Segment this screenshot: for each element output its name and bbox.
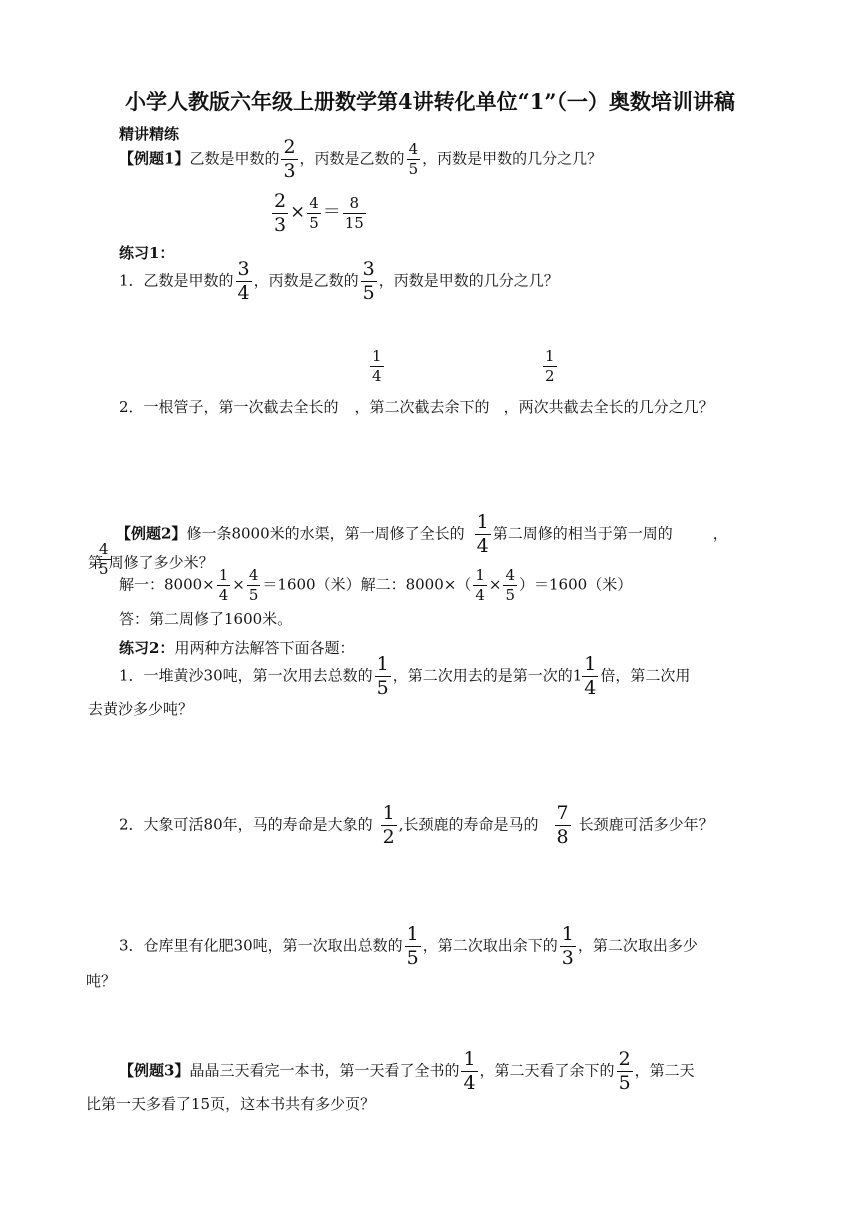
question-text: ，第二次取出多少: [577, 936, 698, 955]
example-1-text-3: ，丙数是甲数的几分之几？: [422, 149, 603, 168]
question-text: ，两次共截去全长的几分之几？: [503, 398, 714, 416]
example-2-solution: [119, 568, 632, 603]
times-sign: ×: [232, 575, 245, 594]
practice-2-intro: 用两种方法解答下面各题：: [174, 639, 355, 657]
fraction: $\frac{1}{5}$: [406, 923, 419, 969]
question-text: 2．大象可活80年，马的寿命是大象的: [119, 815, 373, 834]
fraction: $\frac{8}{15}$: [344, 194, 364, 232]
example-2-text: 修一条8000米的水渠，第一周修了全长的: [186, 524, 465, 543]
fraction: $\frac{1}{4}$: [475, 566, 485, 604]
fraction: $\frac{3}{5}$: [362, 258, 375, 304]
page-title: 小学人教版六年级上册数学第4讲转化单位“1”（一）奥数培训讲稿: [125, 89, 735, 114]
fraction: $\frac{4}{5}$: [505, 566, 516, 604]
question-text: 2．一根管子，第一次截去全长的: [119, 398, 339, 416]
section-heading: 精讲精练: [119, 125, 180, 143]
fraction: $\frac{1}{4}$: [372, 347, 382, 385]
fraction: $\frac{1}{4}$: [218, 566, 229, 604]
question-text: 1．一堆黄沙30吨，第一次用去总数的: [119, 666, 373, 685]
fraction: $\frac{1}{4}$: [584, 653, 597, 699]
fraction: $\frac{2}{3}$: [283, 136, 296, 182]
example-1-label: 【例题1】: [119, 149, 190, 168]
example-2-text: 周修了多少米？: [108, 553, 214, 572]
fraction: $\frac{1}{3}$: [561, 923, 574, 969]
question-text: ，第二次截去余下的: [354, 398, 490, 416]
question-text: 倍，第二次用: [600, 666, 691, 685]
question-text: 长颈鹿可活多少年？: [578, 815, 714, 834]
times-sign: ×: [488, 575, 502, 594]
fraction: $\frac{7}{8}$: [556, 802, 569, 848]
fraction: $\frac{1}{4}$: [476, 511, 489, 557]
example-3-label: 【例题3】: [119, 1061, 190, 1080]
fraction: $\frac{4}{5}$: [408, 140, 419, 178]
practice-2-question-3: [119, 925, 698, 968]
example-3: [119, 1050, 695, 1093]
example-3-text: 晶晶三天看完一本书，第一天看了全书的: [189, 1061, 460, 1080]
solution-text: ＝1600（米）解二：8000×（: [262, 575, 472, 594]
practice-2-question-2: [119, 804, 714, 847]
practice-2-label: 练习2：: [119, 639, 175, 657]
times-sign: ×: [290, 201, 306, 223]
example-3-cont: 比第一天多看了15页，这本书共有多少页？: [86, 1095, 376, 1113]
example-2-text: 第: [88, 553, 104, 572]
example-3-text: ，第二天: [634, 1061, 695, 1080]
example-1-text-2: ，丙数是乙数的: [299, 149, 405, 168]
example-1: [119, 138, 602, 181]
fraction: $\frac{4}{5}$: [248, 566, 259, 604]
question-text: ，第二次取出余下的: [422, 936, 558, 955]
fraction: $\frac{2}{3}$: [274, 190, 287, 236]
question-text: 3．仓库里有化肥30吨，第一次取出总数的: [119, 936, 403, 955]
practice-1-question-2: [119, 396, 714, 417]
practice-2-question-1-cont: 去黄沙多少吨？: [88, 700, 194, 718]
example-3-text: ，第二天看了余下的: [479, 1061, 615, 1080]
question-text: ，丙数是乙数的: [253, 271, 359, 290]
example-1-text-1: 乙数是甲数的: [189, 149, 280, 168]
question-text: 1．乙数是甲数的: [119, 271, 234, 290]
fraction: $\frac{1}{5}$: [376, 653, 389, 699]
fraction: $\frac{4}{5}$: [99, 540, 109, 578]
fraction: $\frac{1}{4}$: [463, 1048, 476, 1094]
equals-sign: ＝: [322, 201, 341, 223]
example-2-text: 第二周修的相当于第一周的: [492, 524, 673, 543]
fraction: $\frac{4}{5}$: [309, 194, 319, 232]
example-2-answer: 答：第二周修了1600米。: [119, 610, 293, 628]
example-2-text: ，: [712, 524, 728, 543]
solution-text: 解一：8000×: [119, 575, 215, 594]
mixed-number-whole: 1: [572, 666, 583, 685]
practice-2-question-1: [119, 655, 690, 698]
example-2-label: 【例题2】: [116, 524, 187, 543]
fraction: $\frac{2}{5}$: [618, 1048, 631, 1094]
fraction: $\frac{1}{2}$: [382, 802, 395, 848]
solution-text: ）＝1600（米）: [519, 575, 633, 594]
practice-2-question-3-cont: 吨？: [86, 972, 117, 990]
question-text: ，第二次用去的是第一次的: [392, 666, 573, 685]
practice-1-label: 练习1：: [119, 244, 175, 262]
example-1-solution: [270, 192, 368, 235]
practice-1-question-1: [119, 260, 559, 303]
fraction: $\frac{1}{2}$: [545, 347, 555, 385]
question-text: ，丙数是甲数的几分之几？: [378, 271, 559, 290]
question-text: ,长颈鹿的寿命是马的: [398, 815, 539, 834]
fraction: $\frac{3}{4}$: [237, 258, 250, 304]
